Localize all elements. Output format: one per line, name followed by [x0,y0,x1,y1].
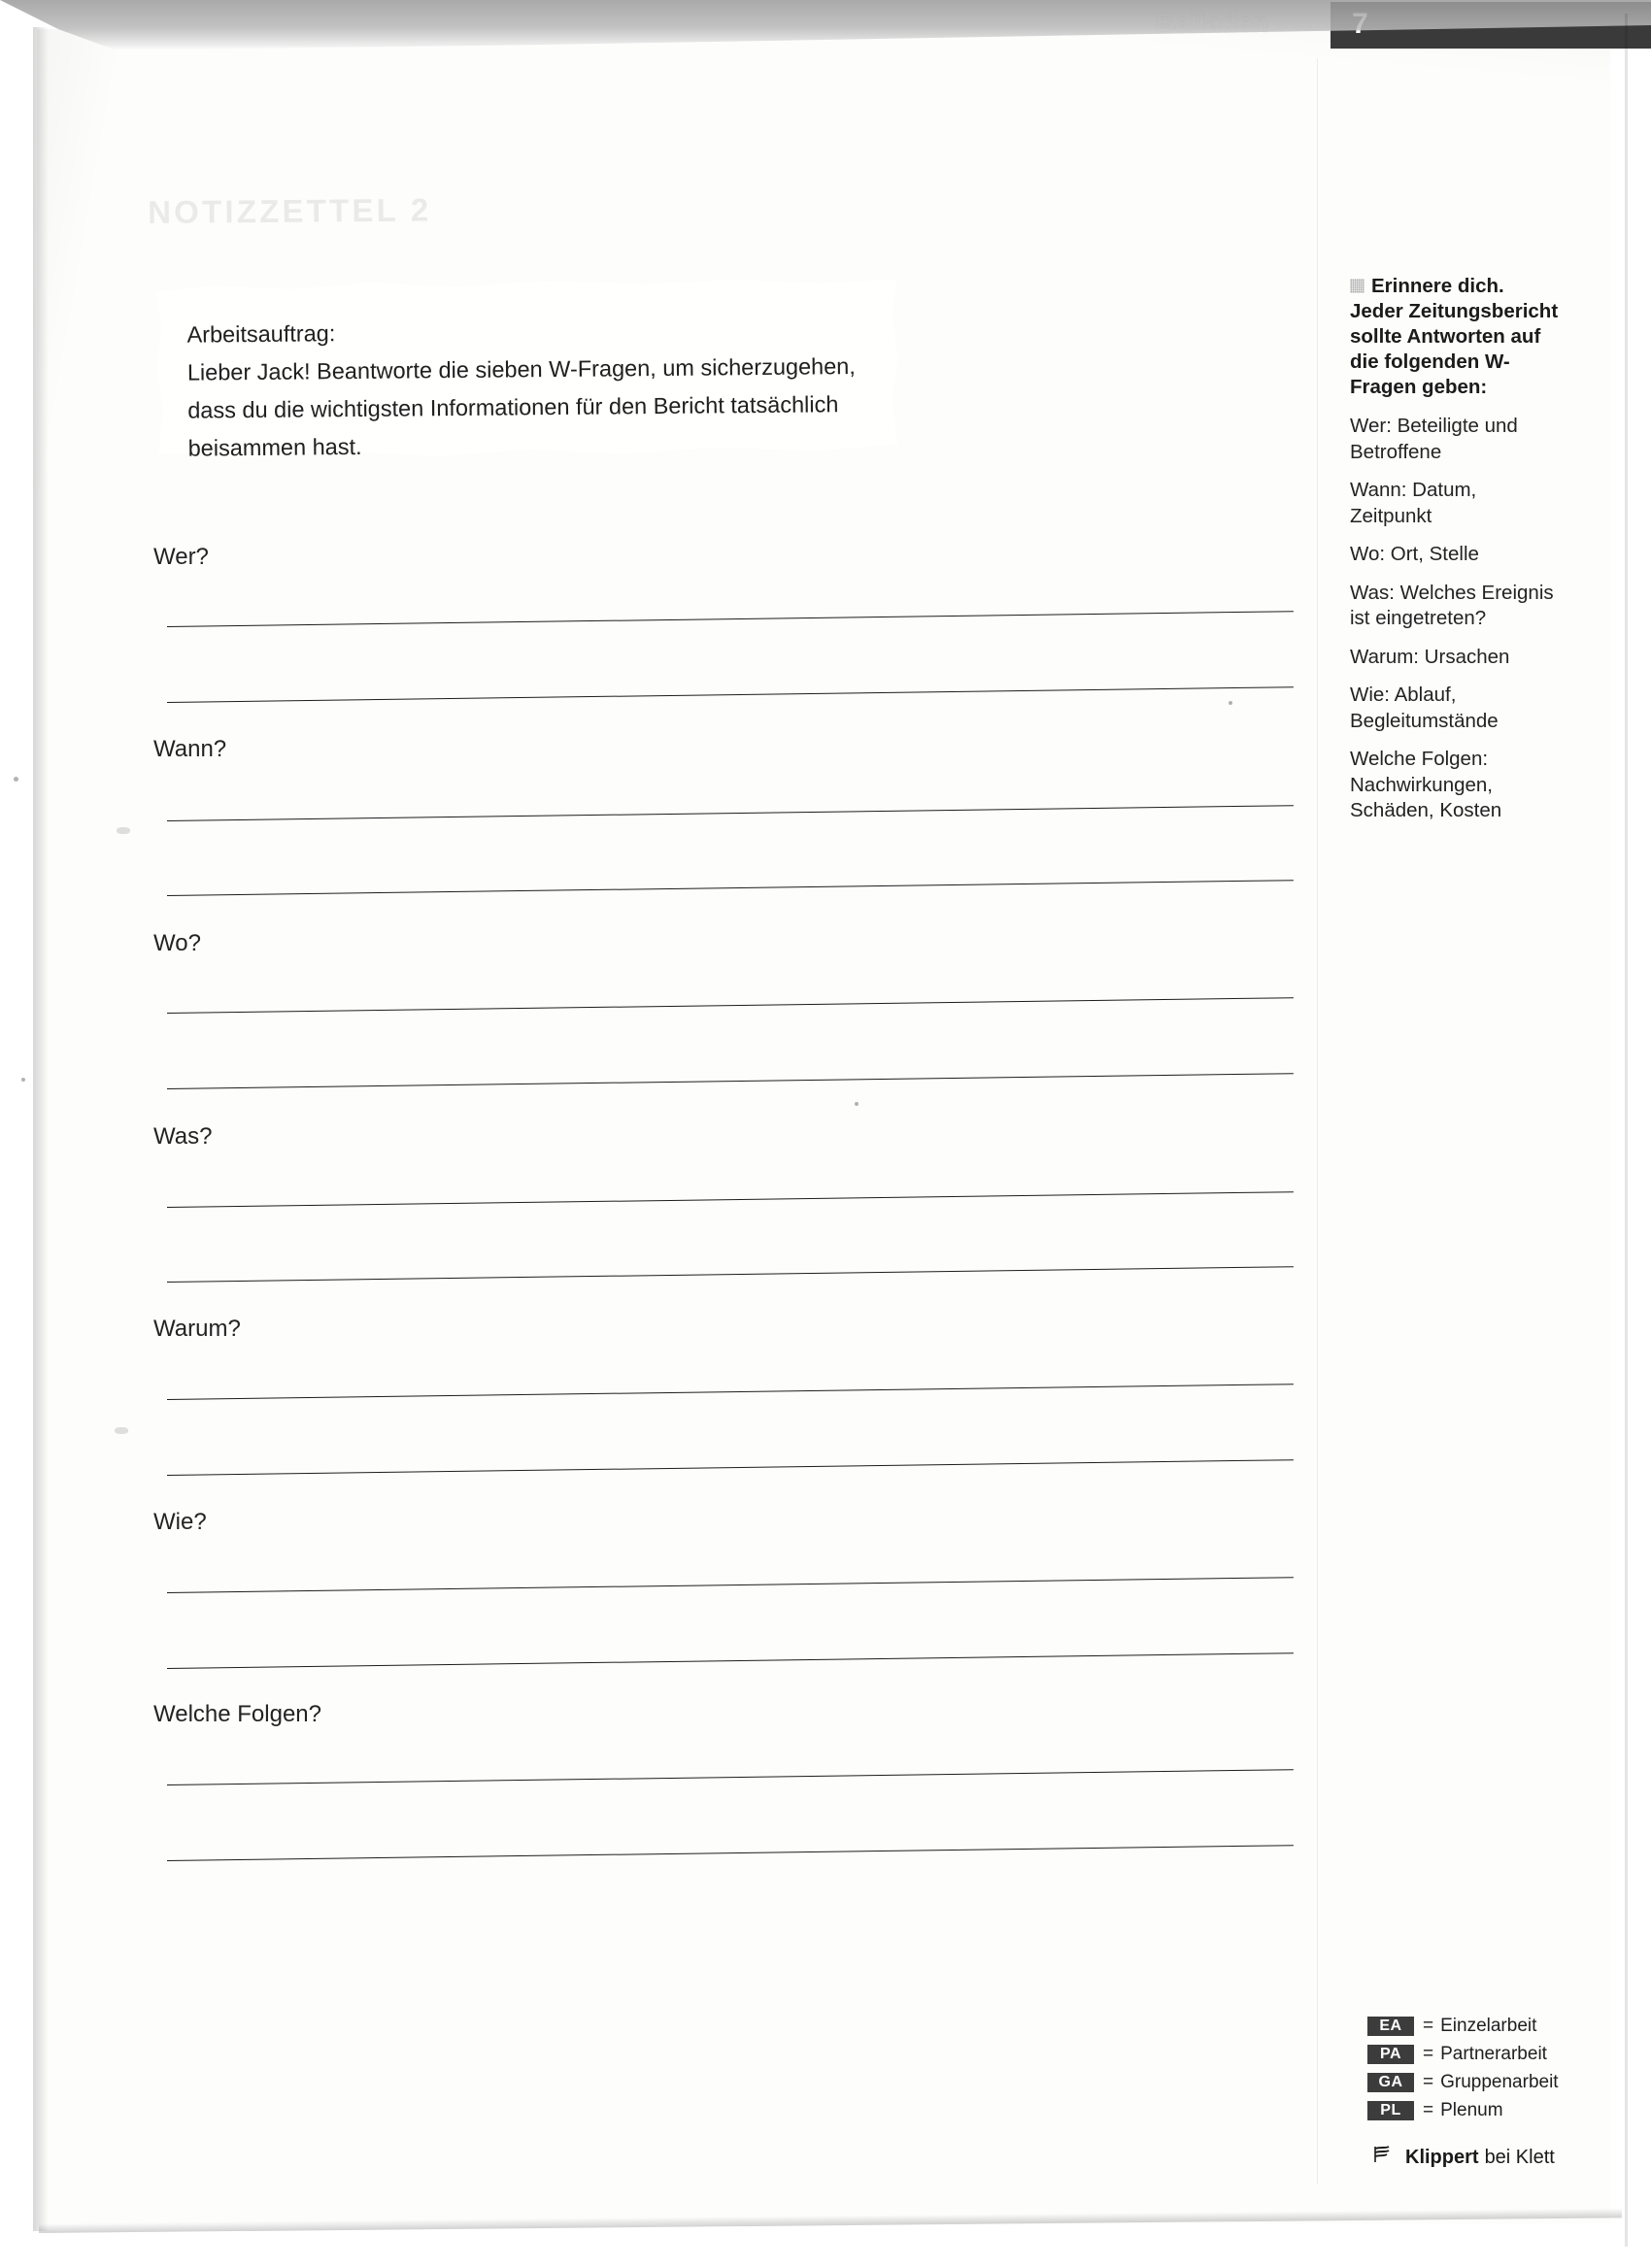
sidebar-separator [1317,58,1318,2185]
sidebar-lead-text: Erinnere dich. Jeder Zeitungsbericht sollte Antworten auf die folgenden W-Fragen geben: [1350,275,1559,398]
legend-label: Partnerarbeit [1440,2044,1547,2064]
legend-row [1367,2016,1591,2037]
legend-row [1367,2100,1591,2121]
legend-label: Gruppenarbeit [1440,2072,1559,2092]
task-heading: Arbeitsauftrag: [186,320,336,348]
sidebar-item: Wer: Beteiligte und Betroffene [1350,415,1518,463]
question-label: Wie? [153,1509,207,1535]
sidebar-lead [1350,274,1562,400]
task-body: Lieber Jack! Beantworte die sieben W-Fragen, um sicherzugehen, dass du die wichtigsten Informationen für den Bericht tatsächlich beisammen hast. [186,353,856,461]
legend-chip: PL [1367,2101,1414,2120]
sidebar-item: Wie: Ablauf, Begleitumstände [1350,684,1499,732]
question-label: Warum? [153,1316,241,1342]
legend-label: Plenum [1440,2100,1503,2120]
legend-chip: GA [1367,2073,1414,2092]
question-label: Wo? [153,930,201,956]
social-form-legend [1367,2016,1591,2128]
brand-name: Klippert [1405,2146,1479,2168]
sidebar-item: Welche Folgen: Nachwirkungen, Schäden, Kosten [1350,748,1502,821]
legend-equals: = [1423,2072,1434,2092]
legend-label: Einzelarbeit [1440,2016,1537,2036]
sidebar-item: Wo: Ort, Stelle [1350,543,1479,565]
task-note-text [186,310,867,468]
bullet-square-icon [1350,279,1365,293]
publisher-brand [1371,2142,1555,2173]
task-note-box [153,277,901,460]
question-label: Wer? [153,544,209,570]
scan-speck [117,827,130,834]
brand-suffix: bei Klett [1484,2146,1555,2168]
legend-equals: = [1423,2044,1434,2064]
scan-speck [855,1102,859,1106]
scan-speck [21,1078,25,1082]
page-edge-right [1625,14,1628,2247]
legend-equals: = [1423,2100,1434,2120]
legend-chip: EA [1367,2017,1414,2036]
scan-speck [14,777,18,782]
legend-row [1367,2072,1591,2093]
scan-speck [115,1427,128,1434]
sheet-title: NOTIZZETTEL 2 [148,191,432,230]
question-label: Welche Folgen? [153,1701,321,1727]
scan-speck [1229,701,1232,705]
klippert-logo-icon [1371,2142,1397,2173]
sidebar-info-column [1350,274,1562,837]
legend-chip: PA [1367,2045,1414,2064]
question-label: Wann? [153,736,227,762]
legend-equals: = [1423,2016,1434,2036]
question-label: Was? [153,1123,213,1150]
legend-row [1367,2044,1591,2065]
sidebar-item: Warum: Ursachen [1350,645,1510,668]
sidebar-item-list [1350,414,1562,824]
sidebar-item: Wann: Datum, Zeitpunkt [1350,479,1477,527]
scan-shadow-left [33,27,49,2231]
sidebar-item: Was: Welches Ereignis ist eingetreten? [1350,581,1554,629]
